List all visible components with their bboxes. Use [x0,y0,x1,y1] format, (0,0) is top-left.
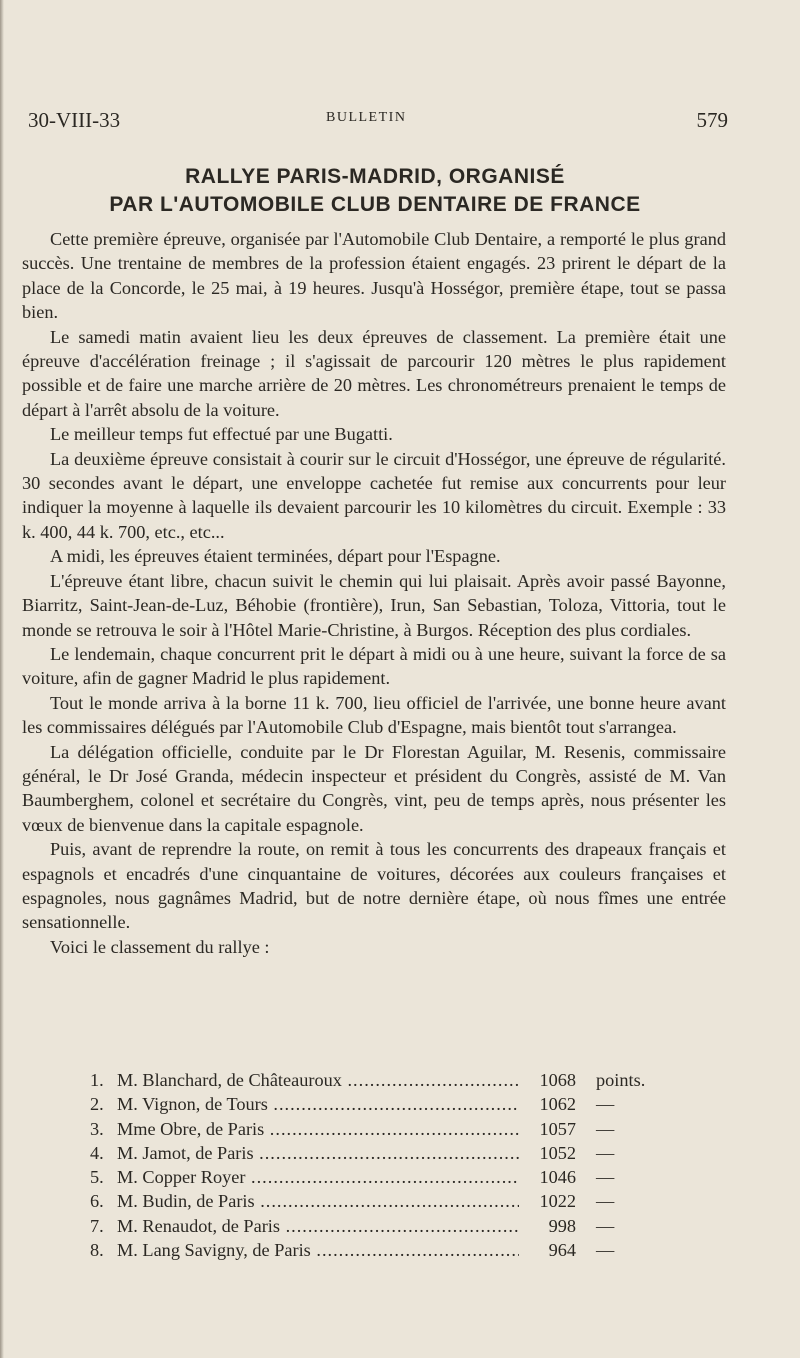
paragraph: Le lendemain, chaque concurrent prit le départ à midi ou à une heure, suivant la force de sa voiture, afin de gagner Madrid le plus rapidement. [22,643,726,689]
ranking-row [90,1238,670,1262]
points-value: 1052 [522,1141,576,1165]
points-unit: — [596,1191,615,1212]
competitor-name: M. Renaudot, de Paris ..... [117,1214,519,1238]
title-line-1: RALLYE PARIS-MADRID, ORGANISÉ [185,165,565,188]
points-unit: — [596,1215,615,1236]
paragraph: Tout le monde arriva à la borne 11 k. 700, lieu officiel de l'arrivée, une bonne heure avant les commissaires délégués par l'Automobile Club d'Espagne, mais bientôt tout s'arrangea. [22,692,726,738]
article-body [22,227,726,959]
rank-number: 7. [90,1215,104,1236]
ranking-row [90,1141,670,1165]
ranking-row [90,1214,670,1238]
rank-number: 2. [90,1094,104,1115]
paragraph: La deuxième épreuve consistait à courir sur le circuit d'Hosségor, une épreuve de régularité. 30 secondes avant le départ, une enveloppe cachetée fut remise aux concurrents pour leur indiquer la moyenne à laquelle ils devaient parcourir les 10 kilomètres du circuit. Exemple : 33 k. 400, 44 k. 700, etc., etc... [22,448,726,542]
ranking-row [90,1068,670,1092]
ranking-list [90,1068,670,1262]
points-unit: points. [596,1070,646,1090]
running-header [28,108,728,138]
competitor-name: M. Budin, de Paris ..... [117,1189,519,1213]
paragraph: Cette première épreuve, organisée par l'Automobile Club Dentaire, a remporté le plus grand succès. Une trentaine de membres de la profession étaient engagés. 23 prirent le départ de la place de la Concorde, le 25 mai, à 19 heures. Jusqu'à Hosségor, première étape, tout se passa bien. [22,229,726,323]
points-value: 964 [522,1238,576,1262]
issue-date: 30-VIII-33 [28,108,121,132]
rank-number: 8. [90,1240,104,1261]
rank-number: 5. [90,1167,104,1188]
ranking-row [90,1092,670,1116]
rank-number: 4. [90,1142,104,1163]
rank-number: 3. [90,1118,104,1139]
points-value: 998 [522,1214,576,1238]
paragraph: Le meilleur temps fut effectué par une Bugatti. [50,424,393,445]
paragraph: Le samedi matin avaient lieu les deux épreuves de classement. La première était une épreuve d'accélération freinage ; il s'agissait de parcourir 120 mètres le plus rapidement possible et de faire une marche arrière de 20 mètres. Les chronométreurs prenaient le temps de départ à l'arrêt absolu de la voiture. [22,326,726,420]
paragraph: Puis, avant de reprendre la route, on remit à tous les concurrents des drapeaux français et espagnols et encadrés d'une cinquantaine de voitures, décorées aux couleurs françaises et espagnoles, nous gagnâmes Madrid, but de notre dernière étape, où nous fîmes une entrée sensationnelle. [22,839,726,933]
points-value: 1022 [522,1189,576,1213]
paragraph: A midi, les épreuves étaient terminées, départ pour l'Espagne. [50,546,501,567]
rank-number: 6. [90,1191,104,1212]
points-value: 1062 [522,1092,576,1116]
article-title [20,163,730,219]
page-number: 579 [696,108,728,132]
paragraph: La délégation officielle, conduite par le Dr Florestan Aguilar, M. Resenis, commissaire général, le Dr José Granda, médecin inspecteur et président du Congrès, assisté de M. Van Baumberghem, colonel et secrétaire du Congrès, vint, peu de temps après, nous présenter les vœux de bienvenue dans la capitale espagnole. [22,741,726,835]
points-unit: — [596,1142,615,1163]
rank-number: 1. [90,1070,104,1090]
competitor-name: Mme Obre, de Paris ..... [117,1117,519,1141]
points-unit: — [596,1118,615,1139]
page-spine-shadow [0,0,4,1358]
paragraph: L'épreuve étant libre, chacun suivit le chemin qui lui plaisait. Après avoir passé Bayonne, Biarritz, Saint-Jean-de-Luz, Béhobie (frontière), Irun, San Sebastian, Toloza, Vittoria, tout le monde se retrouva le soir à l'Hôtel Marie-Christine, à Burgos. Réception des plus cordiales. [22,570,726,640]
points-value: 1068 [522,1068,576,1092]
points-unit: — [596,1240,615,1261]
competitor-name: M. Copper Royer ..... [117,1165,519,1189]
points-unit: — [596,1167,615,1188]
ranking-row [90,1189,670,1213]
title-line-2: PAR L'AUTOMOBILE CLUB DENTAIRE DE FRANCE [109,193,641,216]
points-value: 1046 [522,1165,576,1189]
points-unit: — [596,1094,615,1115]
section-name: BULLETIN [326,110,407,125]
competitor-name: M. Vignon, de Tours ..... [117,1092,519,1116]
competitor-name: M. Lang Savigny, de Paris ..... [117,1238,519,1262]
competitor-name: M. Blanchard, de Châteauroux ..... [117,1068,519,1092]
ranking-row [90,1165,670,1189]
ranking-row [90,1117,670,1141]
points-value: 1057 [522,1117,576,1141]
competitor-name: M. Jamot, de Paris ..... [117,1141,519,1165]
paragraph: Voici le classement du rallye : [50,936,270,957]
